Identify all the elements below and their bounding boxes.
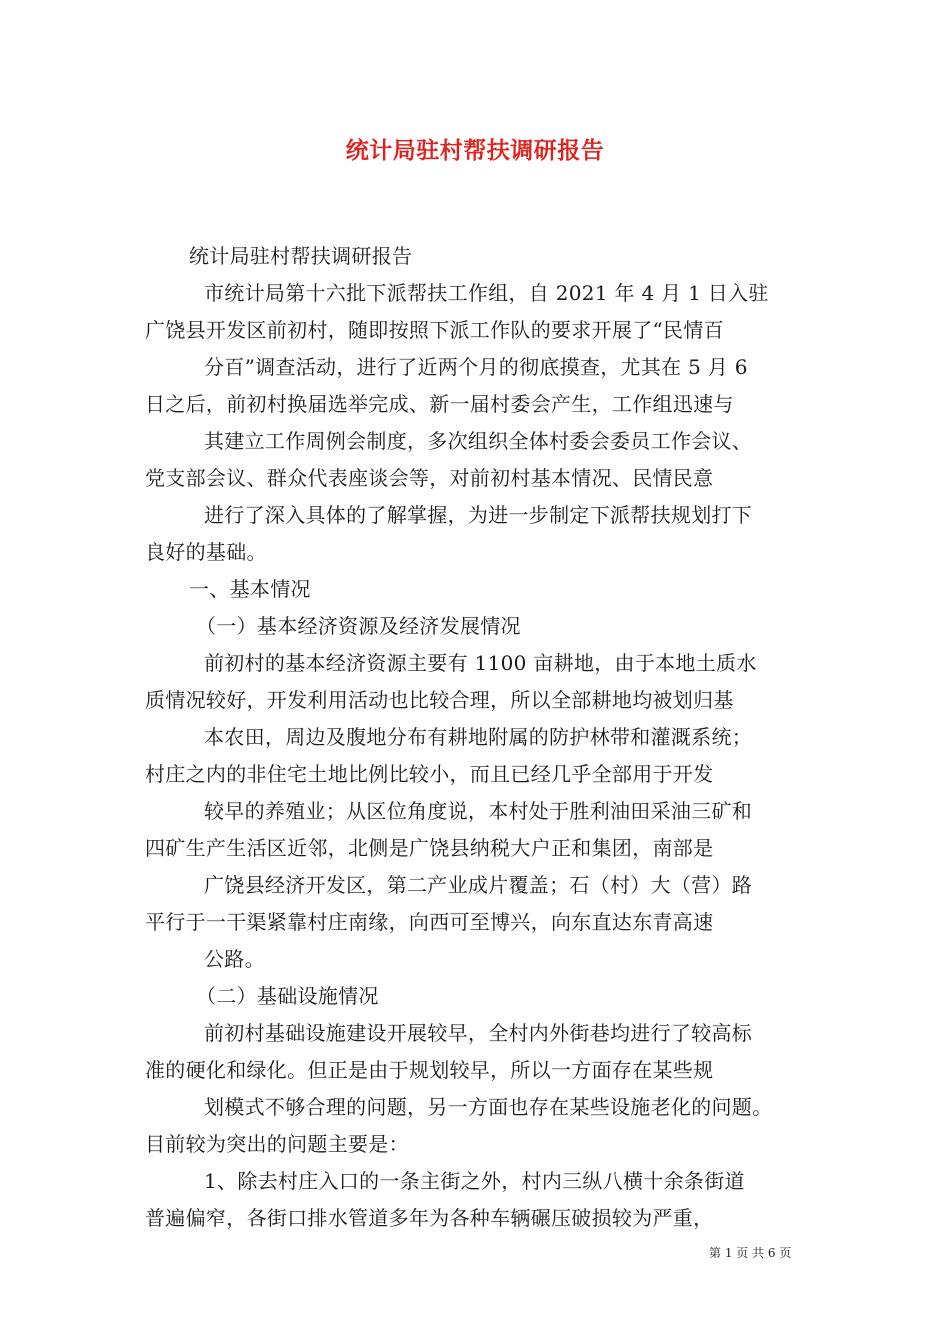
- body-line: 划模式不够合理的问题，另一方面也存在某些设施老化的问题。: [204, 1095, 773, 1119]
- body-line: 平行于一干渠紧靠村庄南缘，向西可至博兴，向东直达东青高速: [145, 910, 714, 934]
- body-line: 日之后，前初村换届选举完成、新一届村委会产生，工作组迅速与: [145, 392, 734, 416]
- body-line: 分百”调查活动，进行了近两个月的彻底摸查，尤其在 5 月 6: [204, 355, 748, 379]
- page-title: 统计局驻村帮扶调研报告: [345, 137, 605, 164]
- subsection-heading: （一）基本经济资源及经济发展情况: [196, 614, 521, 638]
- body-line: 质情况较好，开发利用活动也比较合理，所以全部耕地均被划归基: [145, 688, 734, 712]
- subsection-heading: （二）基础设施情况: [196, 984, 379, 1008]
- body-line: 党支部会议、群众代表座谈会等，对前初村基本情况、民情民意: [145, 466, 714, 490]
- body-line: 1、除去村庄入口的一条主街之外，村内三纵八横十余条街道: [204, 1169, 745, 1193]
- body-line: 前初村的基本经济资源主要有 1100 亩耕地，由于本地土质水: [204, 651, 757, 675]
- body-line: 广饶县开发区前初村，随即按照下派工作队的要求开展了“民情百: [145, 318, 724, 342]
- body-line: 公路。: [204, 947, 265, 971]
- body-line: 统计局驻村帮扶调研报告: [189, 244, 413, 268]
- body-line: 四矿生产生活区近邻，北侧是广饶县纳税大户正和集团，南部是: [145, 836, 714, 860]
- body-line: 前初村基础设施建设开展较早，全村内外街巷均进行了较高标: [204, 1021, 753, 1045]
- body-line: 准的硬化和绿化。但正是由于规划较早，所以一方面存在某些规: [145, 1058, 714, 1082]
- body-line: 良好的基础。: [145, 540, 267, 564]
- body-line: 广饶县经济开发区，第二产业成片覆盖；石（村）大（营）路: [204, 873, 753, 897]
- body-line: 村庄之内的非住宅土地比例比较小，而且已经几乎全部用于开发: [145, 762, 714, 786]
- body-line: 其建立工作周例会制度，多次组织全体村委会委员工作会议、: [204, 429, 753, 453]
- body-line: 目前较为突出的问题主要是：: [145, 1132, 409, 1156]
- body-line: 较早的养殖业；从区位角度说，本村处于胜利油田采油三矿和: [204, 799, 753, 823]
- page-number: 第 1 页 共 6 页: [709, 1246, 792, 1260]
- body-line: 本农田，周边及腹地分布有耕地附属的防护林带和灌溉系统；: [204, 725, 753, 749]
- section-heading: 一、基本情况: [189, 577, 311, 601]
- body-line: 普遍偏窄，各街口排水管道多年为各种车辆碾压破损较为严重，: [145, 1206, 714, 1230]
- body-line: 市统计局第十六批下派帮扶工作组，自 2021 年 4 月 1 日入驻: [204, 281, 769, 305]
- body-line: 进行了深入具体的了解掌握，为进一步制定下派帮扶规划打下: [204, 503, 753, 527]
